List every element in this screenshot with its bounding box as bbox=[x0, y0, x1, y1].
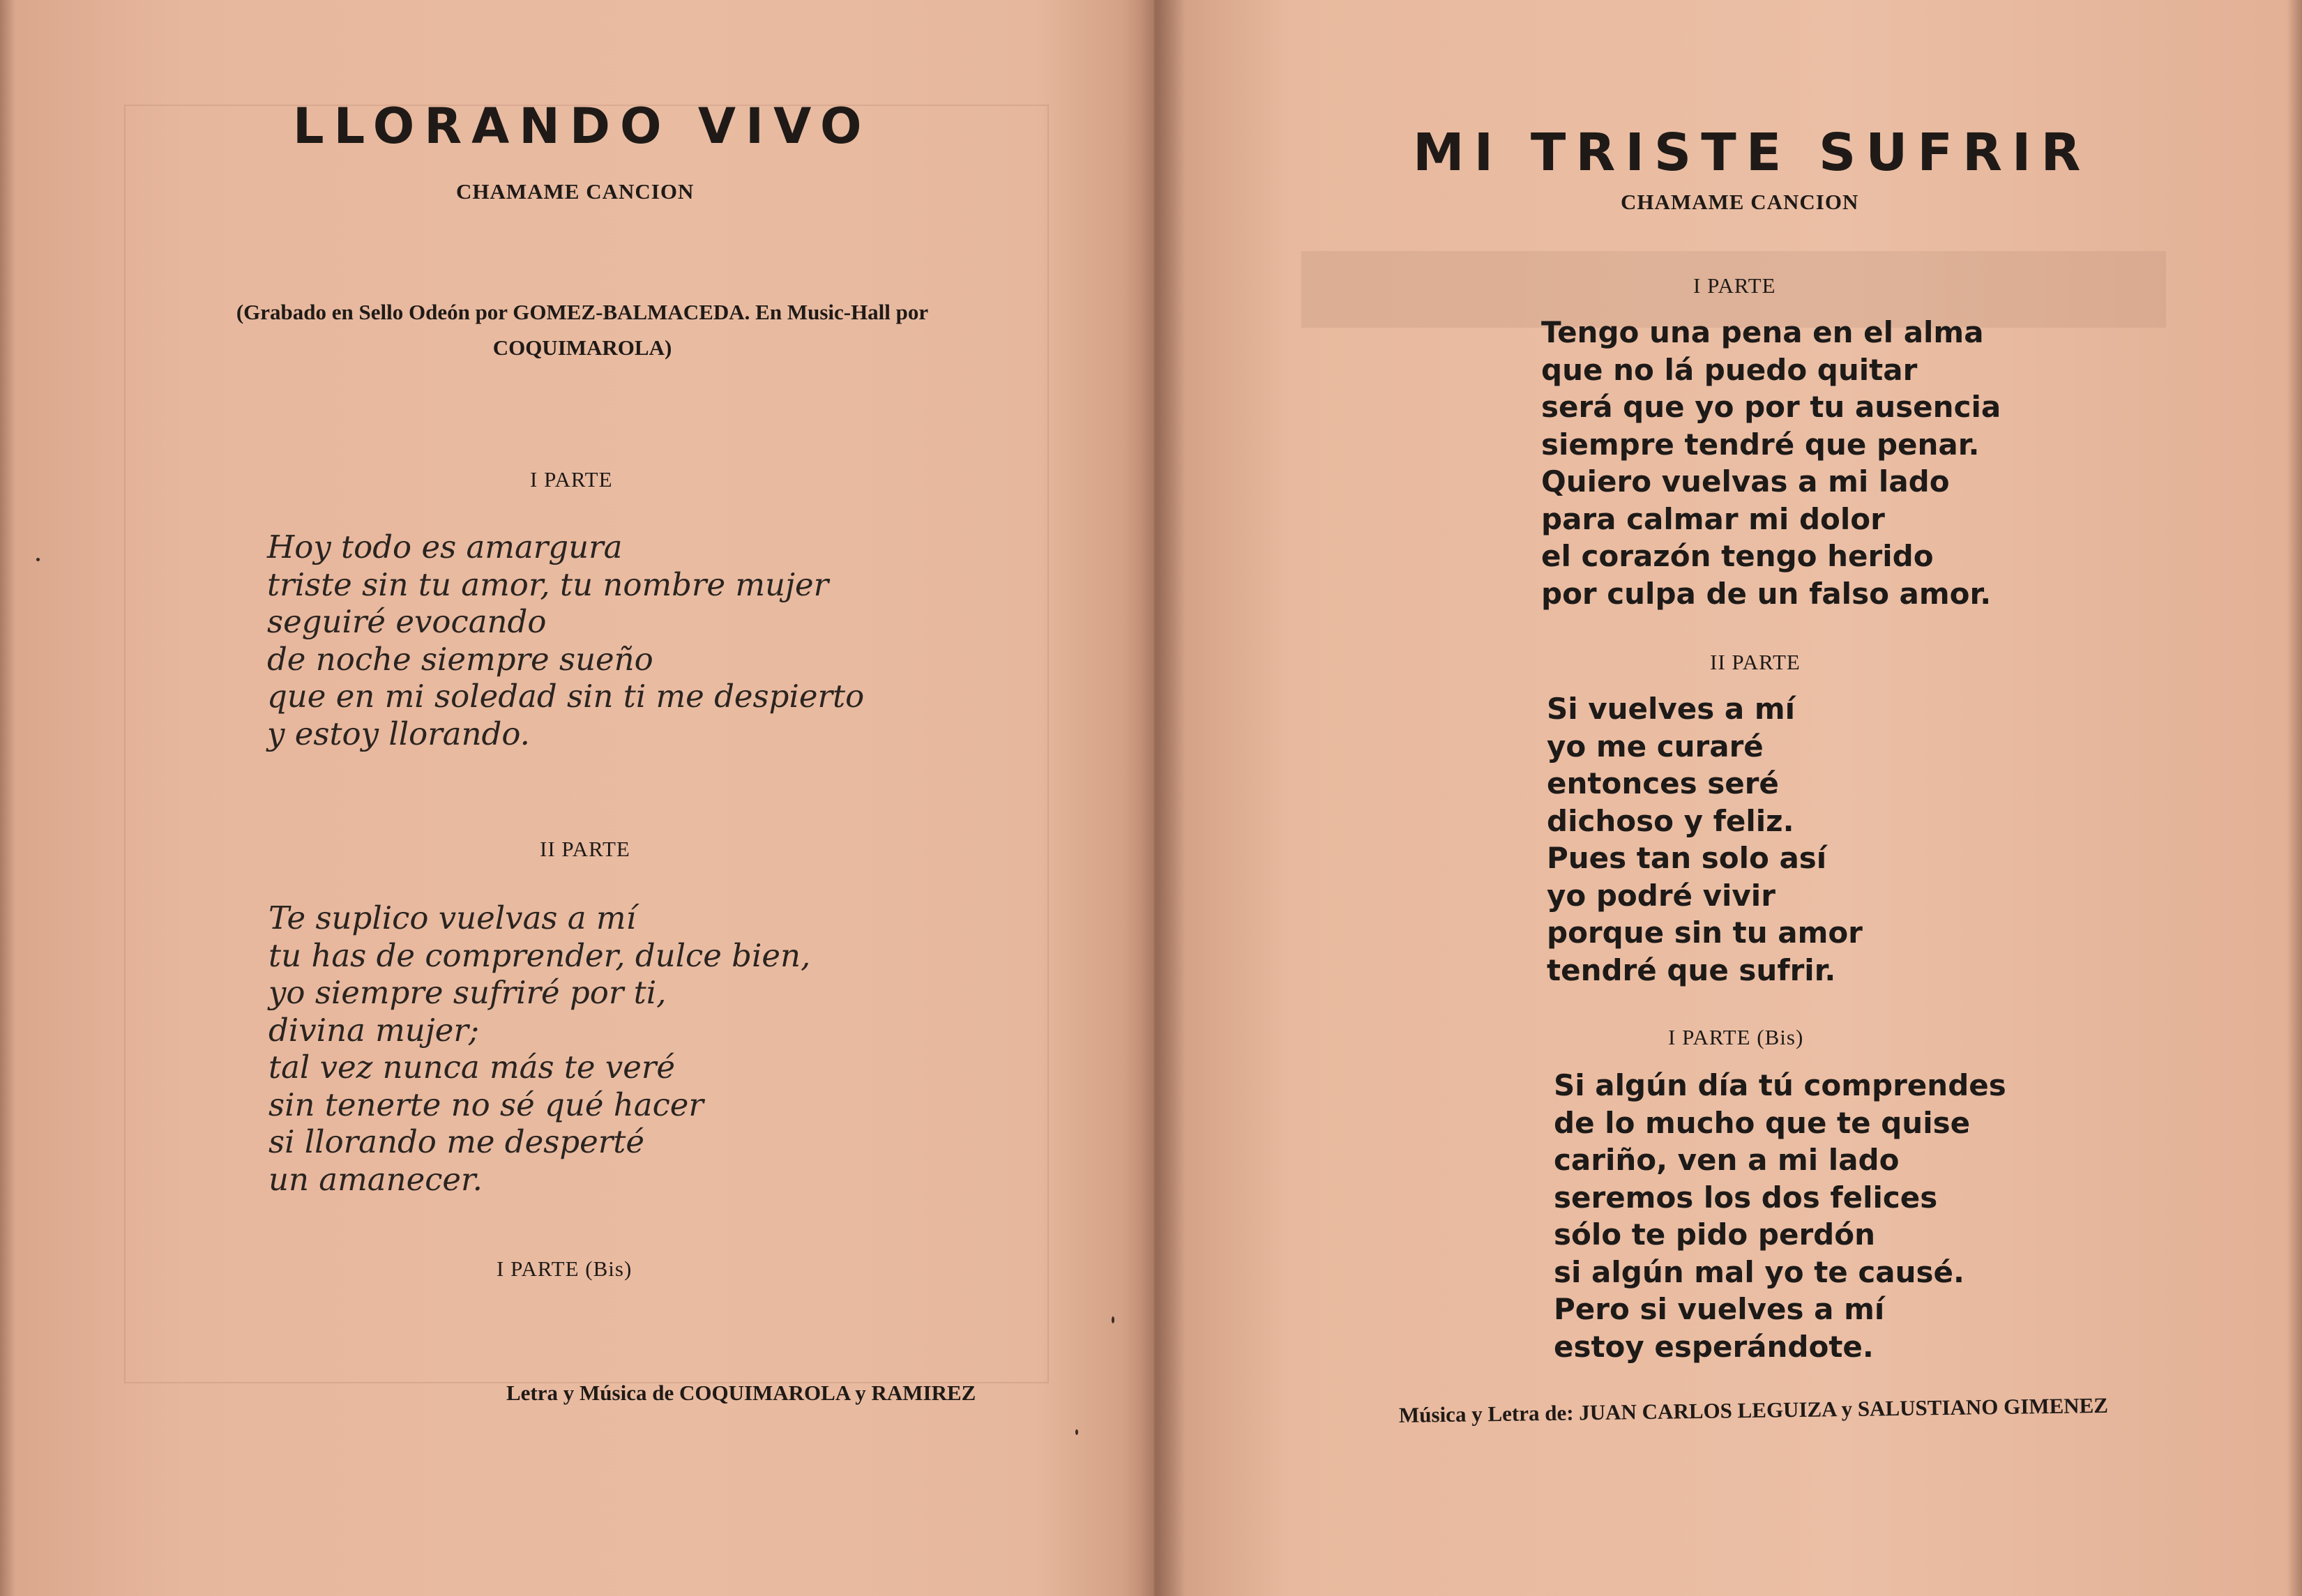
lyric-line: divina mujer; bbox=[268, 1011, 480, 1049]
stanza-2 bbox=[268, 899, 810, 1198]
section-label: I PARTE bbox=[530, 467, 613, 492]
lyric-line: seguiré evocando bbox=[267, 603, 547, 640]
lyric-line: Hoy todo es amargura bbox=[267, 529, 623, 565]
section-label: I PARTE (Bis) bbox=[1668, 1025, 1804, 1049]
stanza-1 bbox=[267, 529, 864, 752]
lyric-line: si algún mal yo te causé. bbox=[1554, 1254, 1964, 1289]
lyric-line: por culpa de un falso amor. bbox=[1541, 576, 1992, 611]
lyric-line: Pero si vuelves a mí bbox=[1554, 1292, 1885, 1326]
song-title: LLORANDO VIVO bbox=[293, 98, 872, 155]
paper-speck bbox=[36, 558, 40, 561]
lyric-line: Si vuelves a mí bbox=[1547, 692, 1796, 726]
lyric-line: Te suplico vuelvas a mí bbox=[268, 899, 636, 936]
lyric-line: tal vez nunca más te veré bbox=[268, 1049, 676, 1086]
lyric-line: cariño, ven a mi lado bbox=[1554, 1143, 1900, 1177]
lyric-line: Si algún día tú comprendes bbox=[1554, 1068, 2006, 1102]
recording-note: (Grabado en Sello Odeón por GOMEZ-BALMACEDA. En Music-Hall por COQUIMAROLA) bbox=[236, 300, 929, 360]
lyric-line: Pues tan solo así bbox=[1547, 841, 1827, 875]
stanza-2 bbox=[1547, 690, 1863, 989]
lyric-line: si llorando me desperté bbox=[268, 1123, 644, 1160]
lyric-line: será que yo por tu ausencia bbox=[1541, 390, 2001, 424]
lyric-line: Tengo una pena en el alma bbox=[1541, 315, 1984, 349]
stanza-1 bbox=[1541, 314, 2001, 612]
lyric-line: yo siempre sufriré por ti, bbox=[268, 974, 667, 1011]
lyric-line: siempre tendré que penar. bbox=[1541, 427, 1980, 462]
lyric-line: que no lá puedo quitar bbox=[1541, 352, 1918, 387]
paper-speck bbox=[1075, 1429, 1078, 1435]
lyric-line: que en mi soledad sin ti me despierto bbox=[267, 678, 865, 715]
song-genre: CHAMAME CANCION bbox=[1621, 190, 1859, 214]
lyric-line: un amanecer. bbox=[268, 1160, 483, 1198]
lyric-line: para calmar mi dolor bbox=[1541, 501, 1885, 536]
lyric-line: seremos los dos felices bbox=[1554, 1180, 1938, 1215]
lyric-line: estoy esperándote. bbox=[1554, 1329, 1874, 1364]
right-page bbox=[1155, 0, 2302, 1596]
lyric-line: sin tenerte no sé qué hacer bbox=[268, 1086, 704, 1123]
song-credits: Letra y Música de COQUIMAROLA y RAMIREZ bbox=[506, 1381, 976, 1405]
lyric-line: tu has de comprender, dulce bien, bbox=[268, 936, 811, 974]
song-credits: Música y Letra de: JUAN CARLOS LEGUIZA y SALUSTIANO GIMENEZ bbox=[1398, 1392, 2109, 1427]
lyric-line: dichoso y feliz. bbox=[1547, 803, 1794, 838]
lyric-line: yo podré vivir bbox=[1547, 878, 1775, 913]
lyric-line: el corazón tengo herido bbox=[1541, 539, 1934, 573]
lyric-line: de noche siempre sueño bbox=[267, 640, 653, 678]
song-title: MI TRISTE SUFRIR bbox=[1413, 123, 2091, 183]
lyric-line: porque sin tu amor bbox=[1547, 915, 1863, 950]
lyric-line: triste sin tu amor, tu nombre mujer bbox=[267, 565, 829, 603]
lyric-line: sólo te pido perdón bbox=[1554, 1217, 1875, 1252]
lyric-line: de lo mucho que te quise bbox=[1554, 1105, 1971, 1140]
lyric-line: Quiero vuelvas a mi lado bbox=[1541, 464, 1950, 499]
stanza-3 bbox=[1554, 1067, 2006, 1365]
lyric-line: entonces seré bbox=[1547, 766, 1779, 800]
song-genre: CHAMAME CANCION bbox=[456, 179, 695, 204]
section-label: II PARTE bbox=[540, 837, 630, 861]
lyric-line: y estoy llorando. bbox=[267, 715, 530, 752]
section-label: I PARTE bbox=[1693, 273, 1776, 298]
section-label: I PARTE (Bis) bbox=[497, 1256, 633, 1281]
lyric-line: tendré que sufrir. bbox=[1547, 952, 1836, 987]
lyric-line: yo me curaré bbox=[1547, 729, 1764, 763]
paper-speck bbox=[1112, 1316, 1114, 1323]
section-label: II PARTE bbox=[1710, 650, 1801, 674]
